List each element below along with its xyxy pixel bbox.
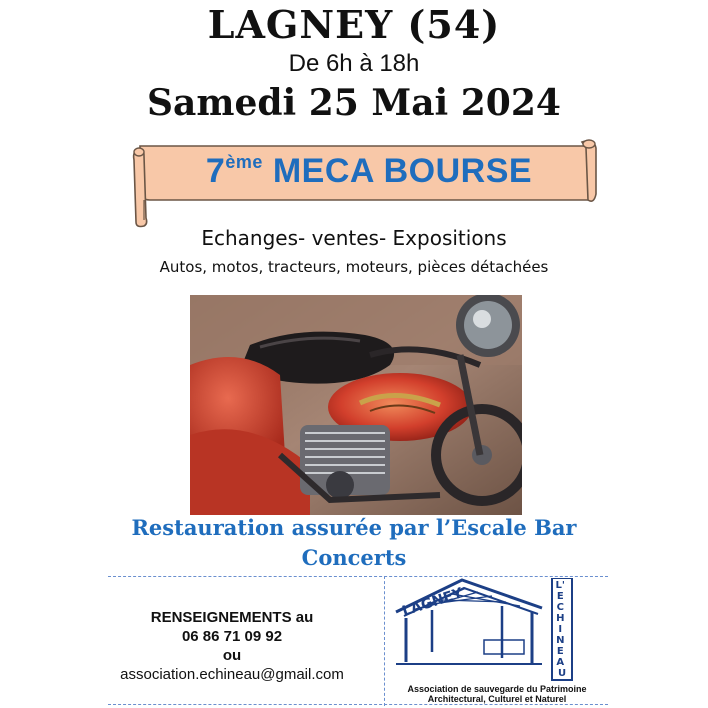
footer-column-divider bbox=[384, 576, 385, 706]
event-banner-scroll bbox=[130, 138, 598, 228]
contact-block bbox=[100, 608, 364, 684]
footer-top-divider bbox=[108, 576, 608, 577]
logo-town-name: LAGNEY bbox=[400, 585, 465, 620]
contact-email[interactable]: association.echineau@gmail.com bbox=[120, 666, 344, 683]
edition-number: 7 bbox=[205, 152, 226, 190]
motorcycle-illustration bbox=[190, 295, 522, 515]
edition-suffix: ème bbox=[225, 152, 263, 172]
activities-items: Autos, motos, tracteurs, moteurs, pièces détachées bbox=[159, 258, 549, 276]
association-logo bbox=[392, 578, 602, 682]
concerts-info: Concerts bbox=[301, 545, 407, 570]
footer-bottom-divider bbox=[108, 704, 608, 705]
activities-tagline: Echanges- ventes- Expositions bbox=[201, 226, 507, 250]
contact-heading: RENSEIGNEMENTS au bbox=[150, 609, 314, 626]
logo-vertical-text: L' E C H I N E A U bbox=[555, 580, 567, 679]
association-caption-line2: Architectural, Culturel et Naturel bbox=[427, 694, 567, 704]
event-hours: De 6h à 18h bbox=[288, 50, 420, 77]
motorcycle-photo bbox=[190, 295, 522, 515]
restaurant-info: Restauration assurée par l’Escale Bar bbox=[131, 515, 577, 540]
contact-phone[interactable]: 06 86 71 09 92 bbox=[181, 628, 283, 645]
event-name: MECA BOURSE bbox=[272, 152, 533, 190]
association-caption-line1: Association de sauvegarde du Patrimoine bbox=[407, 684, 587, 694]
event-location-title: LAGNEY (54) bbox=[207, 2, 501, 47]
event-banner-title bbox=[170, 152, 568, 191]
event-date: Samedi 25 Mai 2024 bbox=[147, 82, 561, 124]
contact-or: ou bbox=[222, 647, 242, 664]
echineau-logo-graphic bbox=[392, 578, 602, 682]
association-caption bbox=[388, 684, 606, 704]
